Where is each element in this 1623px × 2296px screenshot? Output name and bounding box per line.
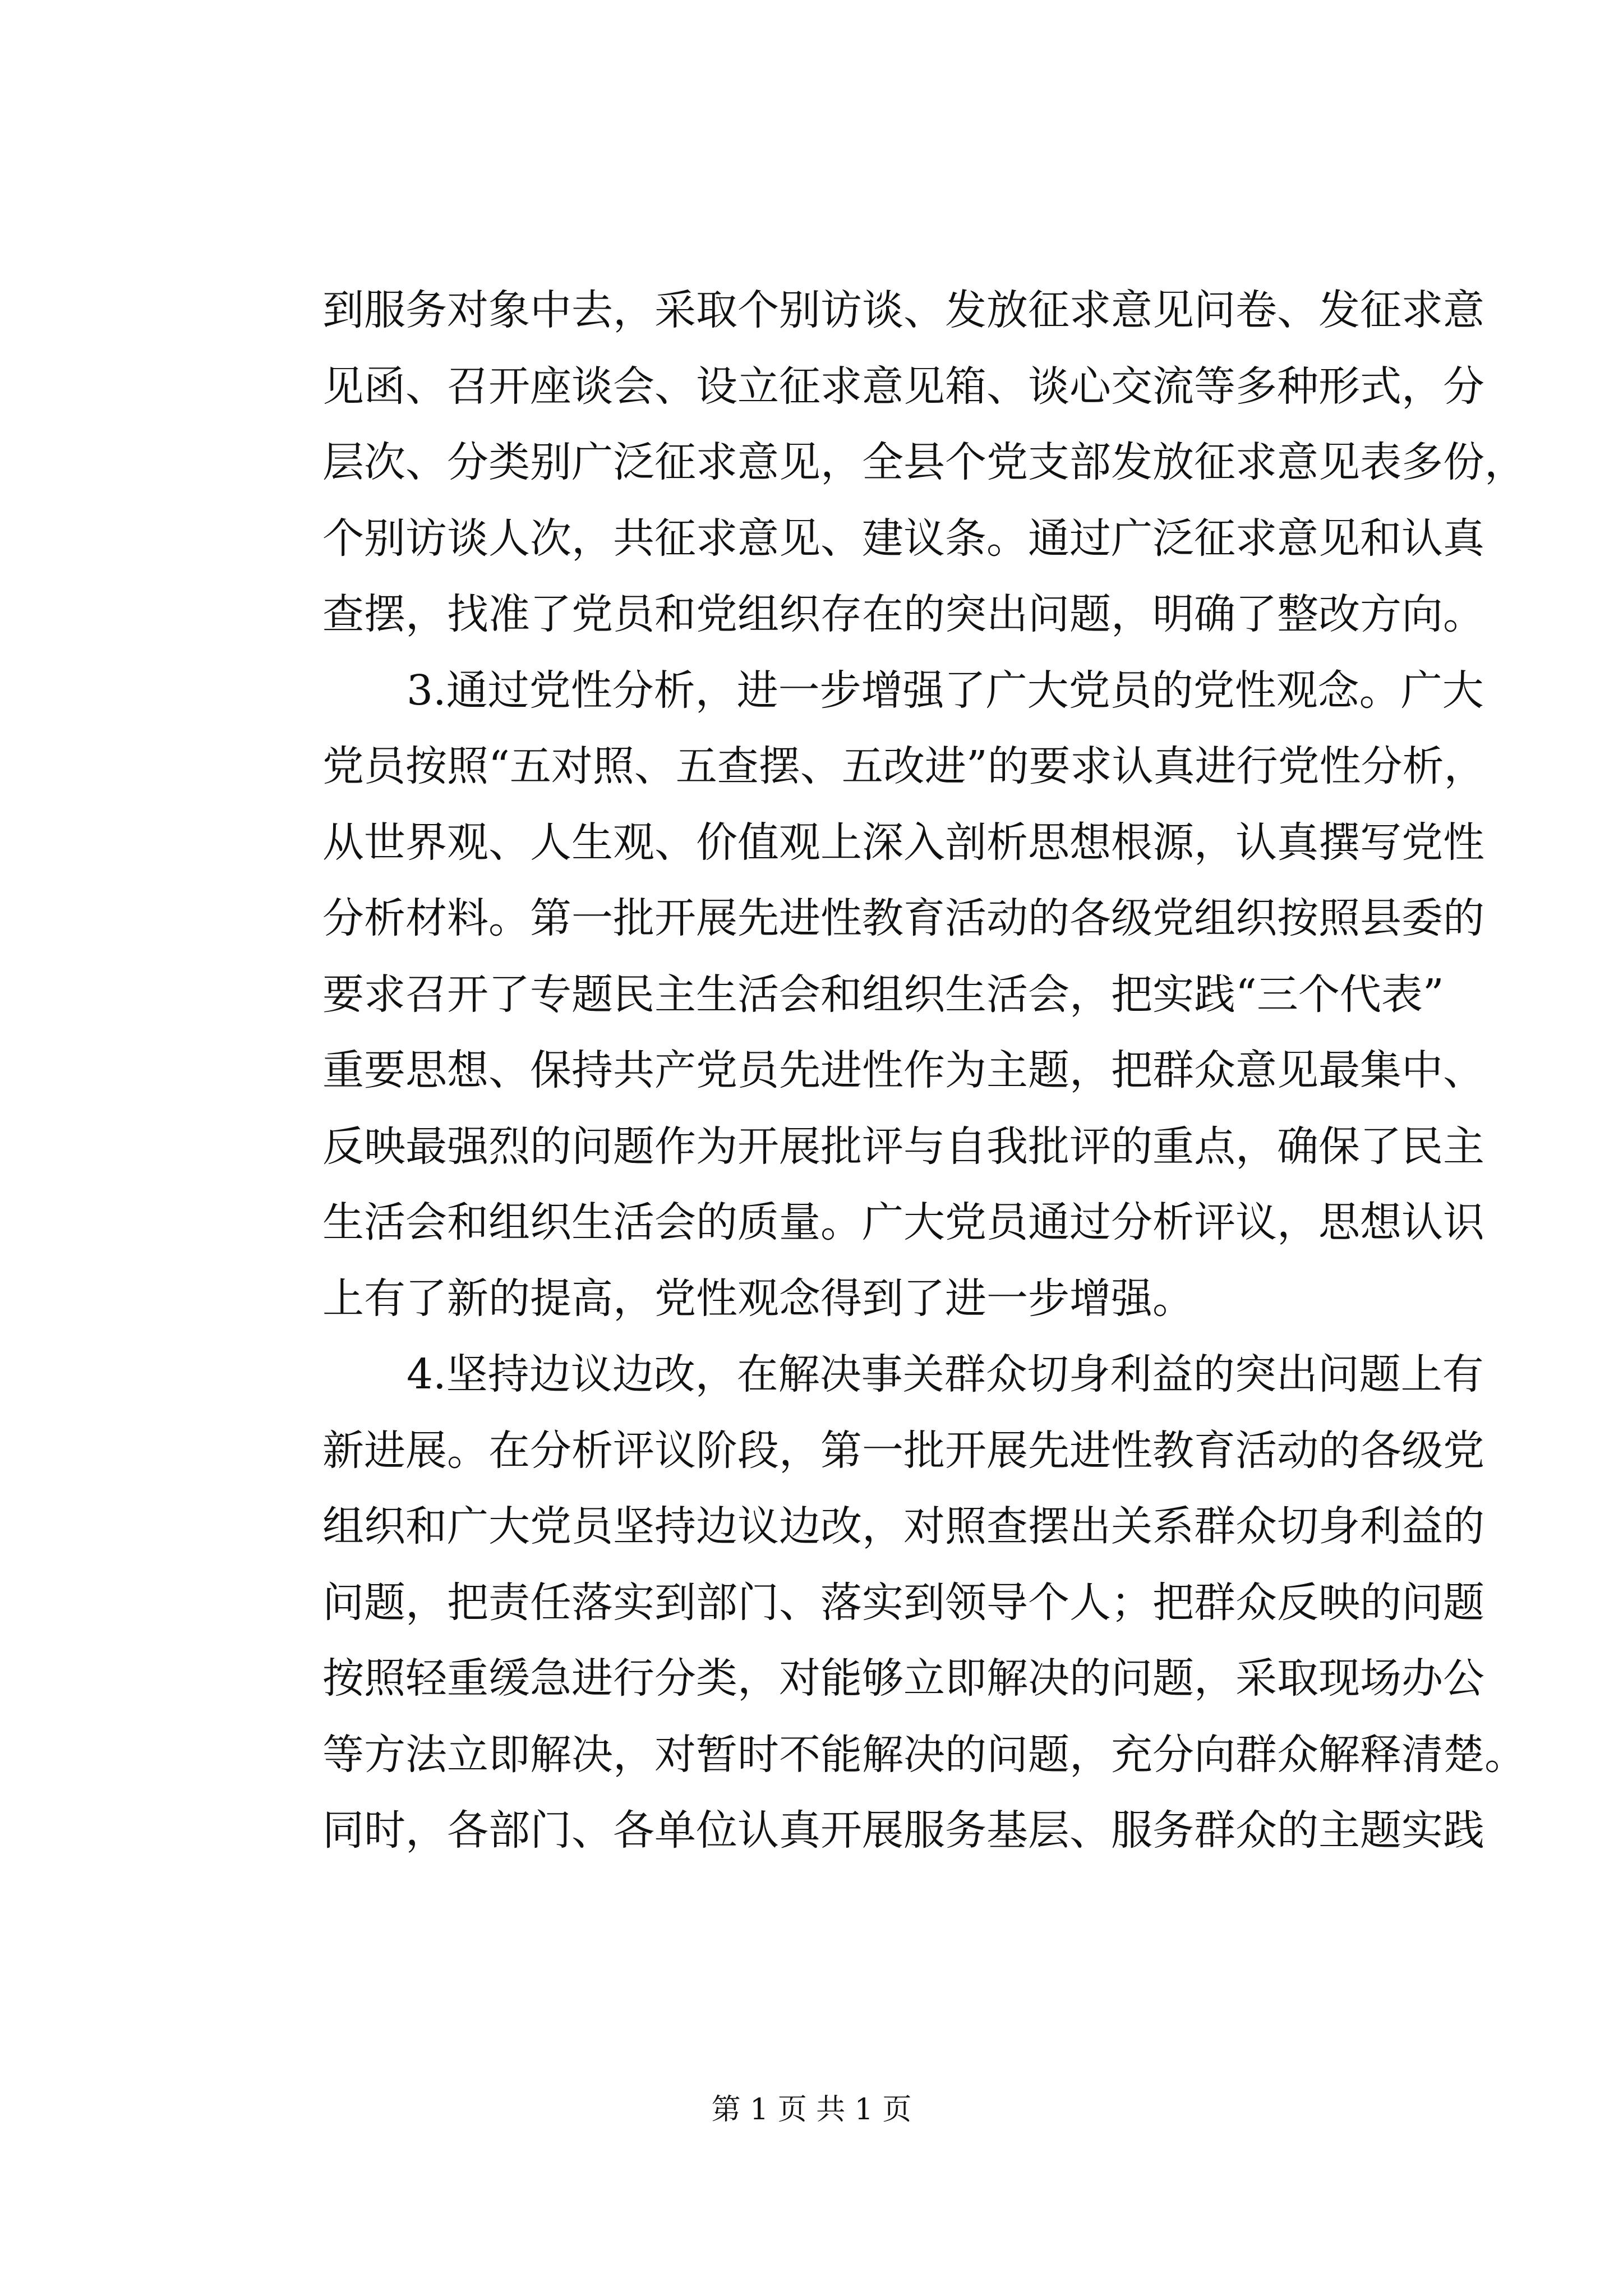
document-body <box>322 273 1526 1869</box>
text-line: 见函、召开座谈会、设立征求意见箱、谈心交流等多种形式，分 <box>322 362 1484 411</box>
text-line: 反映最强烈的问题作为开展批评与自我批评的重点，确保了民主 <box>322 1122 1484 1171</box>
text-line: 上有了新的提高，党性观念得到了进一步增强。 <box>322 1274 1194 1323</box>
text-line: 同时，各部门、各单位认真开展服务基层、服务群众的主题实践 <box>322 1806 1484 1855</box>
text-line: 重要思想、保持共产党员先进性作为主题，把群众意见最集中、 <box>322 1046 1484 1094</box>
text-line: 4.坚持边议边改，在解决事关群众切身利益的突出问题上有 <box>407 1350 1484 1398</box>
text-line: 问题，把责任落实到部门、落实到领导个人；把群众反映的问题 <box>322 1578 1484 1627</box>
text-line: 等方法立即解决，对暂时不能解决的问题，充分向群众解释清楚。 <box>322 1730 1526 1779</box>
page-footer: 第 1 页 共 1 页 <box>711 2093 912 2127</box>
text-line: 要求召开了专题民主生活会和组织生活会，把实践“三个代表” <box>322 970 1444 1019</box>
text-line: 从世界观、人生观、价值观上深入剖析思想根源，认真撰写党性 <box>322 818 1484 867</box>
text-line: 党员按照“五对照、五查摆、五改进”的要求认真进行党性分析， <box>322 742 1486 790</box>
text-line: 分析材料。第一批开展先进性教育活动的各级党组织按照县委的 <box>322 894 1484 942</box>
text-line: 按照轻重缓急进行分类，对能够立即解决的问题，采取现场办公 <box>322 1654 1484 1703</box>
text-line: 到服务对象中去，采取个别访谈、发放征求意见问卷、发征求意 <box>322 286 1484 334</box>
text-line: 查摆，找准了党员和党组织存在的突出问题，明确了整改方向。 <box>322 590 1484 638</box>
text-line: 新进展。在分析评议阶段，第一批开展先进性教育活动的各级党 <box>322 1426 1484 1475</box>
text-line: 个别访谈人次，共征求意见、建议条。通过广泛征求意见和认真 <box>322 514 1484 563</box>
text-line: 生活会和组织生活会的质量。广大党员通过分析评议，思想认识 <box>322 1198 1484 1246</box>
text-line: 3.通过党性分析，进一步增强了广大党员的党性观念。广大 <box>407 666 1484 715</box>
text-line: 层次、分类别广泛征求意见，全县个党支部发放征求意见表多份， <box>322 438 1526 486</box>
text-line: 组织和广大党员坚持边议边改，对照查摆出关系群众切身利益的 <box>322 1502 1484 1550</box>
